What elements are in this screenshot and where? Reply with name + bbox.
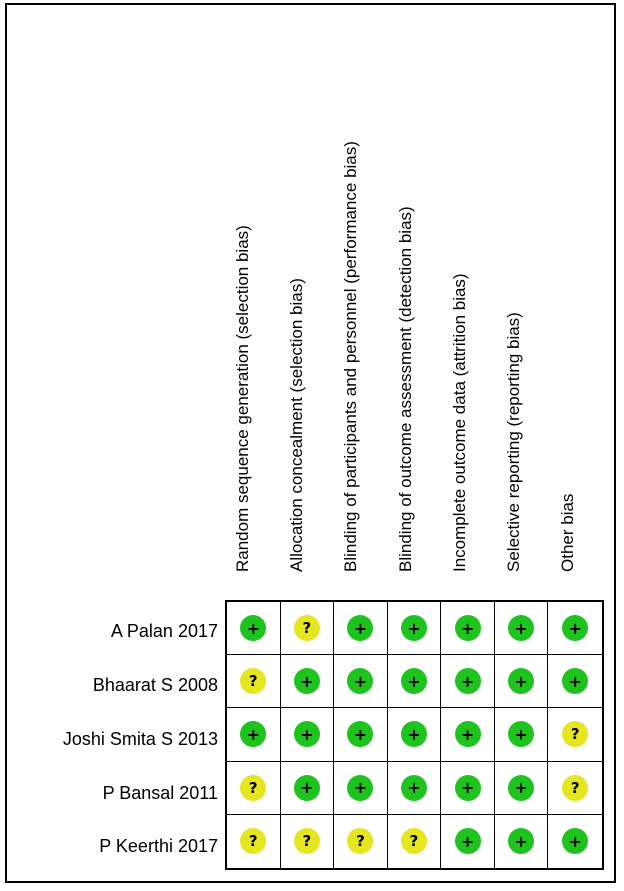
grid-cell [281,815,335,868]
column-header-label: Other bias [558,493,577,572]
low-risk-icon: + [347,721,373,747]
grid-cell [388,655,442,708]
unclear-risk-icon: ? [240,775,266,801]
low-risk-icon: + [455,721,481,747]
low-risk-icon: + [240,615,266,641]
low-risk-icon: + [455,775,481,801]
study-label: P Keerthi 2017 [99,836,218,856]
grid-cell [548,655,602,708]
grid-cell [227,602,281,655]
column-header-label: Blinding of participants and personnel (performance bias) [341,141,360,572]
low-risk-icon: + [401,615,427,641]
grid-cell [281,708,335,761]
grid-cell [548,602,602,655]
grid-cell [441,708,495,761]
grid-cell [441,815,495,868]
low-risk-icon: + [347,668,373,694]
column-header-label: Selective reporting (reporting bias) [504,312,523,572]
low-risk-icon: + [455,828,481,854]
risk-of-bias-grid [225,600,604,870]
grid-cell [227,655,281,708]
low-risk-icon: + [294,775,320,801]
grid-cell [548,708,602,761]
grid-cell [441,655,495,708]
low-risk-icon: + [455,668,481,694]
low-risk-icon: + [401,668,427,694]
grid-cell [388,708,442,761]
grid-cell [334,602,388,655]
grid-cell [441,762,495,815]
low-risk-icon: + [508,828,534,854]
grid-cell [334,708,388,761]
grid-cell [388,815,442,868]
column-header-label: Incomplete outcome data (attrition bias) [450,273,469,572]
unclear-risk-icon: ? [401,828,427,854]
grid-cell [495,655,549,708]
low-risk-icon: + [294,668,320,694]
grid-cell [495,762,549,815]
unclear-risk-icon: ? [240,828,266,854]
grid-cell [495,708,549,761]
grid-cell [281,655,335,708]
column-header-label: Allocation concealment (selection bias) [287,278,306,572]
grid-cell [388,602,442,655]
grid-cell [495,602,549,655]
low-risk-icon: + [562,668,588,694]
grid-cell [227,708,281,761]
low-risk-icon: + [294,721,320,747]
column-header-label: Blinding of outcome assessment (detection bias) [396,206,415,572]
grid-cell [441,602,495,655]
grid-cell [227,815,281,868]
low-risk-icon: + [240,721,266,747]
low-risk-icon: + [401,775,427,801]
column-header-label: Random sequence generation (selection bias) [233,225,252,572]
unclear-risk-icon: ? [562,721,588,747]
low-risk-icon: + [562,828,588,854]
grid-cell [281,602,335,655]
grid-cell [334,815,388,868]
unclear-risk-icon: ? [294,615,320,641]
grid-cell [495,815,549,868]
low-risk-icon: + [508,721,534,747]
grid-cell [548,815,602,868]
grid-cell [334,655,388,708]
unclear-risk-icon: ? [347,828,373,854]
unclear-risk-icon: ? [294,828,320,854]
grid-cell [548,762,602,815]
unclear-risk-icon: ? [562,775,588,801]
low-risk-icon: + [401,721,427,747]
low-risk-icon: + [508,615,534,641]
low-risk-icon: + [347,775,373,801]
grid-cell [334,762,388,815]
low-risk-icon: + [455,615,481,641]
grid-cell [227,762,281,815]
low-risk-icon: + [508,668,534,694]
low-risk-icon: + [562,615,588,641]
grid-cell [281,762,335,815]
grid-cell [388,762,442,815]
study-label: A Palan 2017 [110,621,218,641]
study-label: P Bansal 2011 [102,783,218,803]
study-label: Joshi Smita S 2013 [62,729,218,749]
low-risk-icon: + [347,615,373,641]
unclear-risk-icon: ? [240,668,266,694]
low-risk-icon: + [508,775,534,801]
study-label: Bhaarat S 2008 [92,675,218,695]
